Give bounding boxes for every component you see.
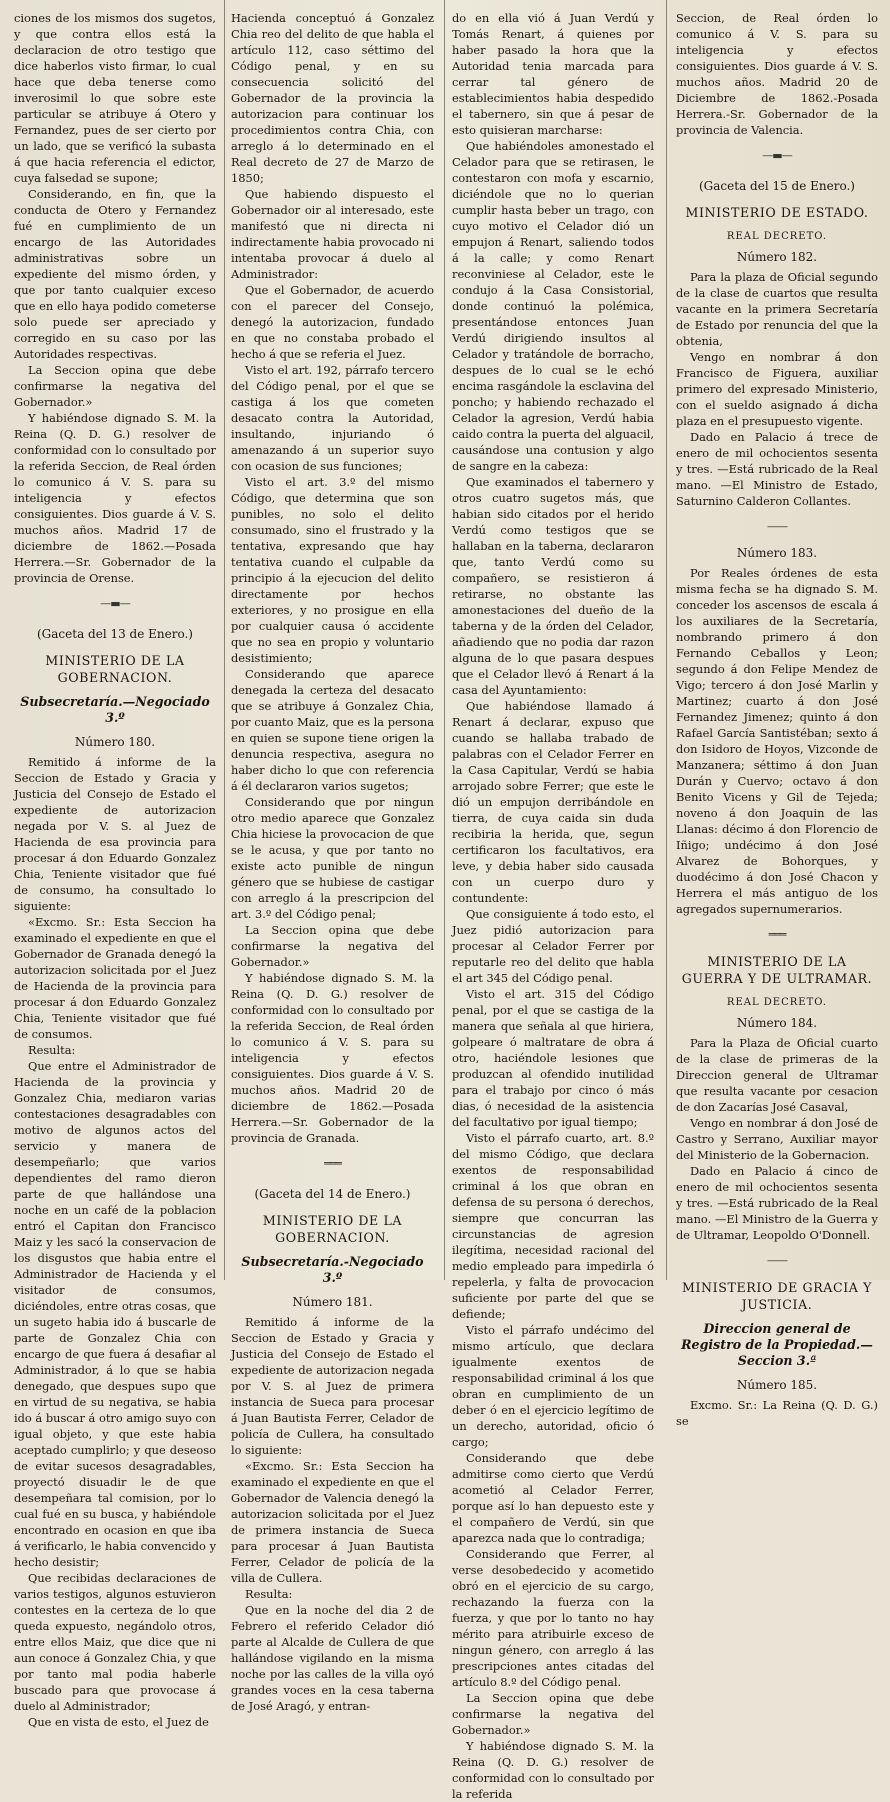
paragraph: Visto el párrafo undécimo del mismo artículo, que declara igualmente exentos de responsabilidad criminal á los que obran en cumplimiento de un deber ó en el ejercicio legítimo de un derecho, autoridad, oficio ó cargo; [452, 1323, 654, 1449]
gaceta-date: (Gaceta del 15 de Enero.) [699, 179, 855, 193]
paragraph: Y habiéndose dignado S. M. la Reina (Q. D. G.) resolver de conformidad con lo consultado por la referida Seccion, de Real órden lo comunico á V. S. para su inteligencia y efectos consiguientes. Dios guarde á V. S. muchos años. Madrid 17 de diciembre de 1862.—Posada Herrera.—Sr. Gobernador de la provincia de Orense. [14, 411, 216, 585]
decree-heading: REAL DECRETO. [726, 997, 828, 1008]
paragraph: Por Reales órdenes de esta misma fecha se ha dignado S. M. conceder los ascensos de escala á los auxiliares de la Secretaría, nombrando primero á don Fernando Ceballos y Leon; segundo á don Felipe Mendez de Vigo; tercero á don José Marlin y Martinez; cuarto á don José Fernandez Jimenez; quinto á don Rafael García Santistéban; sexto á don Isidoro de Hoyos, Vizconde de Manzanera; séttimo á don Juan Durán y Cuervo; octavo á don Benito Vicens y Gil de Tejeda; noveno á don Joaquin de las Llanas: décimo á don Florencio de Iñigo; undécimo á don José Alvarez de Bohorques, y duodécimo á don José Chacon y Herrera el más antiguo de los agregados supernumerarios. [676, 566, 878, 916]
paragraph: Dado en Palacio á trece de enero de mil ochocientos sesenta y tres. —Está rubricado de la Real mano. —El Ministro de Estado, Saturnino Calderon Collantes. [676, 430, 878, 508]
paragraph: Seccion, de Real órden lo comunico á V. S. para su inteligencia y efectos consiguientes. Dios guarde á V. S. muchos años. Madrid 20 de Diciembre de 1862.-Posada Herrera.-Sr. Gobernador de la provincia de Valencia. [676, 11, 878, 137]
paragraph: Visto el art. 192, párrafo tercero del Código penal, por el que se castiga á los que cometen desacato contra la Autoridad, insultando, injuriando ó amenazando á un superior suyo con ocasion de sus funciones; [231, 363, 434, 473]
document-number: Número 184. [736, 1016, 818, 1030]
decree-heading: REAL DECRETO. [726, 231, 828, 242]
paragraph: Considerando que por ningun otro medio aparece que Gonzalez Chia hiciese la provocacion de que se le acusa, y que por tanto no existe acto punible de ningun género que se hubiese de castigar con arreglo á la prescripcion del art. 3.º del Código penal; [231, 795, 434, 921]
paragraph: Para la plaza de Oficial segundo de la clase de cuartos que resulta vacante en la primera Secretaría de Estado por renuncia del que la obtenia, [676, 270, 878, 348]
paragraph: La Seccion opina que debe confirmarse la negativa del Gobernador.» [231, 923, 434, 969]
paragraph: Visto el párrafo cuarto, art. 8.º del mismo Código, que declara exentos de responsabilidad criminal á los que obran en defensa de su persona ó derechos, siempre que concurran las circunstancias de agresion ilegítima, necesidad racional del medio empleado para impedirla ó repelerla, y falta de provocacion suficiente por parte del que se defiende; [452, 1131, 654, 1321]
document-number: Número 180. [74, 735, 156, 749]
paragraph: La Seccion opina que debe confirmarse la negativa del Gobernador.» [14, 363, 216, 409]
paragraph: Remitido á informe de la Seccion de Estado y Gracia y Justicia del Consejo de Estado el expediente de autorizacion negada por V. S. al Juez de primera instancia de Sueca para procesar á Juan Bautista Ferrer, Celador de policía de Cullera, ha consultado lo siguiente: [231, 1315, 434, 1457]
paragraph: Que habiéndose llamado á Renart á declarar, expuso que cuando se hallaba trabado de palabras con el Celador Ferrer en la Casa Capitular, Verdú se habia arrojado sobre Ferrer; que este le dió un empujon derribándole en tierra, de cuya caida sin duda recibiria la herida, que, segun certificaron los facultativos, era leve, y debia haber sido causada con un cuerpo duro y contundente: [452, 699, 654, 905]
paragraph: Vengo en nombrar á don Francisco de Figuera, auxiliar primero del expresado Ministerio, con el sueldo asignado á dicha plaza en el presupuesto vigente. [676, 350, 878, 428]
paragraph: Que examinados el tabernero y otros cuatro sugetos más, que habian sido citados por el herido Verdú como testigos que se hallaban en la taberna, declararon que, tanto Verdú como su compañero, se resistieron á retirarse, no obstante las amonestaciones del dueño de la taberna y de la órden del Celador, añadiendo que no podia dar razon alguna de lo que pasara despues que el Celador llevó á Renart á la casa del Ayuntamiento: [452, 475, 654, 697]
gaceta-date: (Gaceta del 13 de Enero.) [37, 627, 193, 641]
paragraph: Dado en Palacio á cinco de enero de mil ochocientos sesenta y tres. —Está rubricado de la Real mano. —El Ministro de la Guerra y de Ultramar, Leopoldo O'Donnell. [676, 1164, 878, 1242]
separator: ═══ [768, 928, 786, 941]
paragraph: «Excmo. Sr.: Esta Seccion ha examinado el expediente en que el Gobernador de Valencia denegó la autorizacion solicitada por el Juez de primera instancia de Sueca para procesar á Juan Bautista Ferrer, Celador de policía de la villa de Cullera. [231, 1459, 434, 1585]
ministry-heading: MINISTERIO DE LA GUERRA Y DE ULTRAMAR. [681, 954, 873, 986]
column-rule [666, 0, 667, 1280]
paragraph: Que habiéndoles amonestado el Celador para que se retirasen, le contestaron con mofa y escarnio, diciéndole que no lo querian cumplir hasta beber un trago, con cuyo motivo el Celador dió un empujon á Renart, saliendo todos á la calle; y como Renart reconviniese al Celador, este le condujo á la Casa Consistorial, donde continuó la polémica, presentándose entonces Juan Verdú dirigiendo insultos al Celador y tratándole de borracho, despues de lo cual se le echó encima rasgándole la esclavina del poncho; y habiendo rechazado el Celador la agresion, Verdú habia caido contra la puerta del alguacil, causándose una contusion y algo de sangre en la cabeza: [452, 139, 654, 473]
document-number: Número 182. [736, 250, 818, 264]
paragraph: Y habiéndose dignado S. M. la Reina (Q. D. G.) resolver de conformidad con lo consultado por la referida [452, 1739, 654, 1801]
paragraph: Hacienda conceptuó á Gonzalez Chia reo del delito de que habla el artículo 112, caso séttimo del Código penal, y en su consecuencia solicitó del Gobernador de la provincia la autorizacion para continuar los procedimientos contra Chia, con arreglo á lo determinado en el Real decreto de 27 de Marzo de 1850; [231, 11, 434, 185]
paragraph: Vengo en nombrar á don José de Castro y Serrano, Auxiliar mayor del Ministerio de la Gobernacion. [676, 1116, 878, 1162]
column-4 [676, 10, 878, 1428]
paragraph: Que el Gobernador, de acuerdo con el parecer del Consejo, denegó la autorizacion, fundado en que no constaba probado el hecho á que se referia el Juez. [231, 283, 434, 361]
paragraph: Que en vista de esto, el Juez de [28, 1715, 209, 1729]
subsecretaria-heading: Subsecretaría.—Negociado 3.º [20, 694, 210, 725]
resulta-label: Resulta: [245, 1587, 293, 1601]
direccion-heading: Direccion general de Registro de la Propiedad.— Seccion 3.ª [681, 1321, 873, 1368]
paragraph: Considerando que debe admitirse como cierto que Verdú acometió al Celador Ferrer, porque así lo han depuesto este y el compañero de Verdú, sin que aparezca nada que lo contradiga; [452, 1451, 654, 1545]
ministry-heading: MINISTERIO DE GRACIA Y JUSTICIA. [681, 1280, 873, 1312]
document-number: Número 181. [292, 1295, 373, 1309]
subsecretaria-heading: Subsecretaría.-Negociado 3.º [241, 1254, 424, 1285]
ministry-heading: MINISTERIO DE LA GOBERNACION. [45, 653, 185, 685]
paragraph: do en ella vió á Juan Verdú y Tomás Renart, á quienes por haber pasado la hora que la Autoridad tenia marcada para cerrar tal género de establecimientos habia despedido el tabernero, sin que á pesar de esto quisieran marcharse: [452, 11, 654, 137]
paragraph: Para la Plaza de Oficial cuarto de la clase de primeras de la Direccion general de Ultramar que resulta vacante por cesacion de don Zacarías José Casaval, [676, 1036, 878, 1114]
ministry-heading: MINISTERIO DE LA GOBERNACION. [262, 1213, 403, 1245]
paragraph: Excmo. Sr.: La Reina (Q. D. G.) se [676, 1398, 878, 1428]
paragraph: Considerando que Ferrer, al verse desobedecido y acometido obró en el ejercicio de su cargo, rechazando la fuerza con la fuerza, y que por lo tanto no hay mérito para atribuirle exceso de ningun género, con arreglo á las prescripciones antes citadas del artículo 8.º del Código penal. [452, 1547, 654, 1689]
gaceta-date: (Gaceta del 14 de Enero.) [254, 1187, 411, 1201]
separator: —▬— [762, 149, 792, 162]
separator: —▬— [100, 597, 130, 610]
paragraph: Que recibidas declaraciones de varios testigos, algunos estuvieron contestes en la certeza de lo que queda expuesto, negándolo otros, entre ellos Maiz, que dice que ni aun conoce á Gonzalez Chia, y que por tanto mal podia haberle buscado para que provocase á duelo al Administrador; [14, 1571, 216, 1713]
document-number: Número 185. [736, 1378, 818, 1392]
paragraph: ciones de los mismos dos sugetos, y que contra ellos está la declaracion de otro testigo que dice haberlos visto firmar, lo cual hace que deba tenerse como inverosimil lo que sobre este particular se atribuye á Otero y Fernandez, pues de ser cierto por un lado, que se verificó la subasta á que hacia referencia el edictor, cuya falsedad se supone; [14, 11, 216, 185]
paragraph: Visto el art. 3.º del mismo Código, que determina que son punibles, no solo el delito consumado, sino el frustrado y la tentativa, expresando que hay tentativa cuando el culpable da principio á la ejecucion del delito directamente por hechos exteriores, y no prosigue en ella por cualquier causa ó accidente que no sea en propio y voluntario desistimiento; [231, 475, 434, 665]
column-3 [452, 10, 654, 1801]
paragraph: Que habiendo dispuesto el Gobernador oir al interesado, este manifestó que ni directa ni indirectamente habia provocado ni intentaba provocar á duelo al Administrador: [231, 187, 434, 281]
paragraph: Considerando, en fin, que la conducta de Otero y Fernandez fué en cumplimiento de un encargo de las Autoridades administrativas sobre un expediente del mismo órden, y que por tanto cualquier exceso que en ello haya podido cometerse solo puede ser apreciado y corregido en su caso por las Autoridades respectivas. [14, 187, 216, 361]
separator: ═══ [324, 1157, 341, 1170]
paragraph: Remitido á informe de la Seccion de Estado y Gracia y Justicia del Consejo de Estado el expediente de autorizacion negada por V. S. al Juez de Hacienda de esa provincia para procesar á don Eduardo Gonzalez Chia, Teniente visitador que fué de consumo, ha consultado lo siguiente: [14, 755, 216, 913]
paragraph: Considerando que aparece denegada la certeza del desacato que se atribuye á Gonzalez Chia, por cuanto Maiz, que es la persona en quien se supone tiene origen la denuncia respectiva, asegura no haber dicho lo que con referencia á él declararon varios sugetos; [231, 667, 435, 793]
resulta-label: Resulta: [28, 1043, 76, 1057]
paragraph: Que consiguiente á todo esto, el Juez pidió autorizacion para procesar al Celador Ferrer por reputarle reo del delito que habla el art 345 del Código penal. [452, 907, 654, 985]
ministry-heading: MINISTERIO DE ESTADO. [685, 205, 869, 220]
separator: —— [767, 1254, 787, 1267]
document-number: Número 183. [736, 546, 818, 560]
paragraph: La Seccion opina que debe confirmarse la negativa del Gobernador.» [452, 1691, 654, 1737]
paragraph: Que en la noche del dia 2 de Febrero el referido Celador dió parte al Alcalde de Cullera de que hallándose vigilando en la misma noche por las calles de la villa oyó grandes voces en la cesa taberna de José Aragó, y entran- [231, 1603, 434, 1713]
paragraph: Y habiéndose dignado S. M. la Reina (Q. D. G.) resolver de conformidad con lo consultado por la referida Seccion, de Real órden lo comunico á V. S. para su inteligencia y efectos consiguientes. Dios guarde á V. S. muchos años. Madrid 20 de diciembre de 1862.—Posada Herrera.—Sr. Gobernador de la provincia de Granada. [231, 971, 434, 1145]
column-rule [444, 0, 445, 1280]
paragraph: Visto el art. 315 del Código penal, por el que se castiga de la manera que señala al que hiriera, golpeare ó maltratare de obra á otro, haciéndole lesiones que produzcan al ofendido inutilidad para el trabajo por cinco ó más dias, ó necesidad de la asistencia del facultativo por igual tiempo; [452, 987, 654, 1129]
column-2 [231, 10, 435, 1713]
separator: —— [767, 520, 787, 533]
paragraph: Que entre el Administrador de Hacienda de la provincia y Gonzalez Chia, mediaron varias contestaciones desagradables con motivo de algunos actos del servicio y manera de desempeñarlo; que varios dependientes del ramo dieron parte de que hallándose una noche en un café de la poblacion entró el Capitan don Francisco Maiz y les sacó la conservacion de los disgustos que habia entre el Administrador de Hacienda y el visitador de consumos, diciéndoles, entre otras cosas, que un sugeto habia ido á buscarle de parte de Gonzalez Chia con encargo de que fuera á desafiar al Administrador, á lo que se habia denegado, que despues supo que en virtud de su negativa, se habia ido á buscar á otro amigo suyo con igual objeto, y que este habia aceptado cumplirlo; y que deseoso de evitar sucesos desagradables, proyectó disuadir le de que desempeñara tal comision, por lo cual fué en su busca, y habiéndole encontrado en ocasion en que iba á verificarlo, le habia convencido y hecho desistir; [14, 1059, 216, 1569]
paragraph: «Excmo. Sr.: Esta Seccion ha examinado el expediente en que el Gobernador de Granada denegó la autorizacion solicitada por el Juez de Hacienda de la provincia para procesar á don Eduardo Gonzalez Chia, Teniente visitador que fué de consumos. [14, 915, 216, 1041]
column-1 [14, 10, 216, 1729]
column-rule [224, 0, 225, 1280]
